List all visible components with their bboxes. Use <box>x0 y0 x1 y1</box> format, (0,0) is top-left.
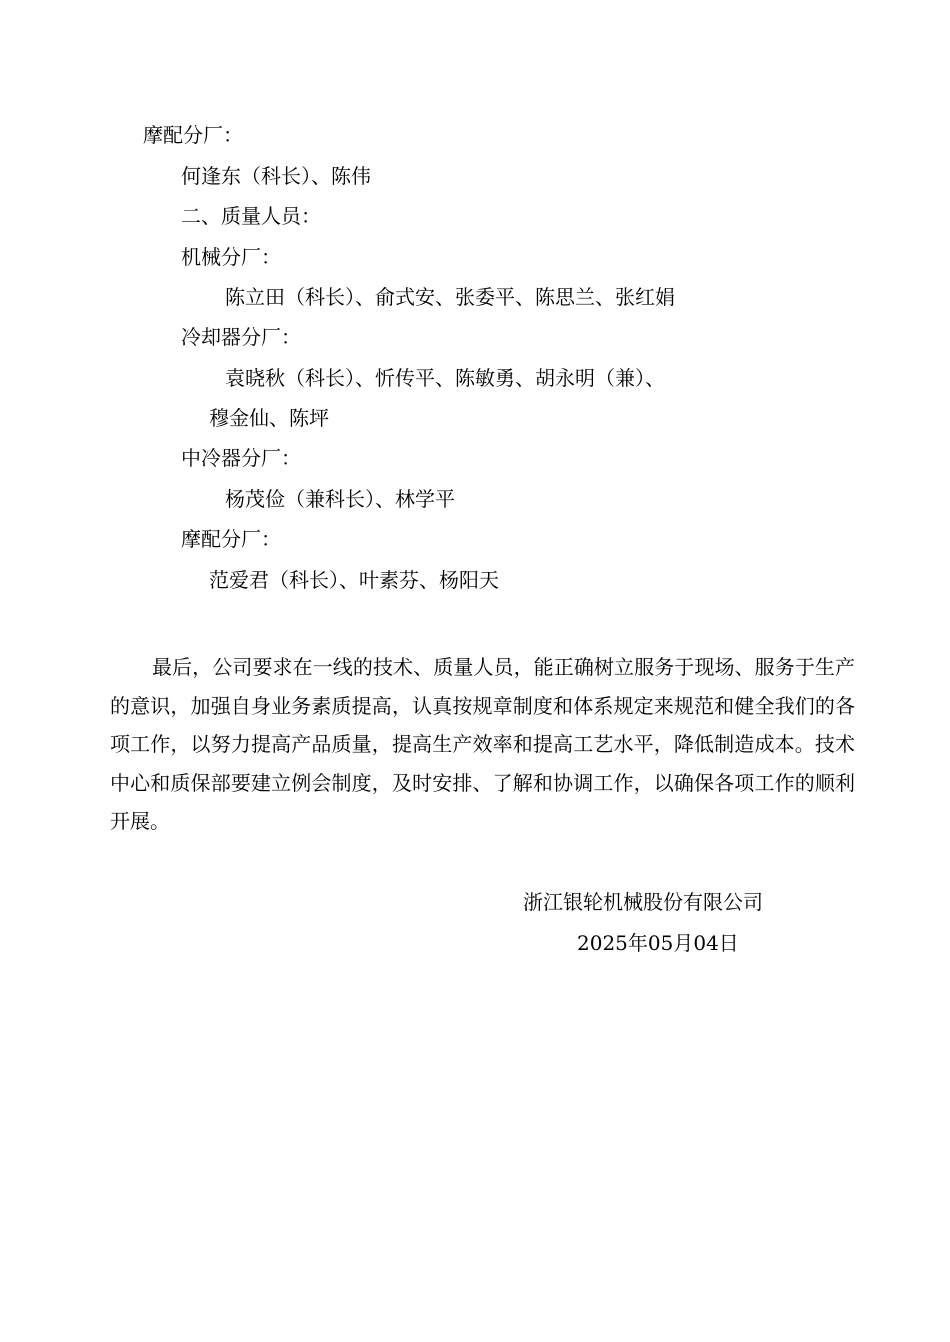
quality-unit-heading-mopei: 摩配分厂： <box>181 527 281 551</box>
signature-date: 2025年05月04日 <box>577 931 739 955</box>
quality-unit-heading-lengqueqi: 冷却器分厂： <box>181 325 301 349</box>
quality-unit-heading-zhonglengqi: 中冷器分厂： <box>181 446 301 470</box>
quality-staff-lengqueqi-line2: 穆金仙、陈坪 <box>209 406 329 430</box>
tech-staff-mopei: 何逢东（科长）、陈伟 <box>181 164 371 188</box>
quality-staff-jixie: 陈立田（科长）、俞式安、张委平、陈思兰、张红娟 <box>225 285 675 309</box>
tech-unit-heading-mopei: 摩配分厂： <box>143 123 243 147</box>
signature-company: 浙江银轮机械股份有限公司 <box>523 890 763 914</box>
quality-staff-mopei: 范爱君（科长）、叶素芬、杨阳天 <box>209 568 499 592</box>
quality-staff-zhonglengqi: 杨茂俭（兼科长）、林学平 <box>225 487 455 511</box>
closing-paragraph: 最后，公司要求在一线的技术、质量人员，能正确树立服务于现场、服务于生产的意识，加强自身业务素质提高，认真按规章制度和体系规定来规范和健全我们的各项工作，以努力提高产品质量，提高生产效率和提高工艺水平，降低制造成本。技术中心和质保部要建立例会制度，及时安排、了解和协调工作，以确保各项工作的顺利开展。 <box>110 655 855 833</box>
quality-section-title: 二、质量人员： <box>181 204 321 228</box>
quality-unit-heading-jixie: 机械分厂： <box>181 245 281 269</box>
quality-staff-lengqueqi-line1: 袁晓秋（科长）、忻传平、陈敏勇、胡永明（兼）、 <box>225 366 665 390</box>
